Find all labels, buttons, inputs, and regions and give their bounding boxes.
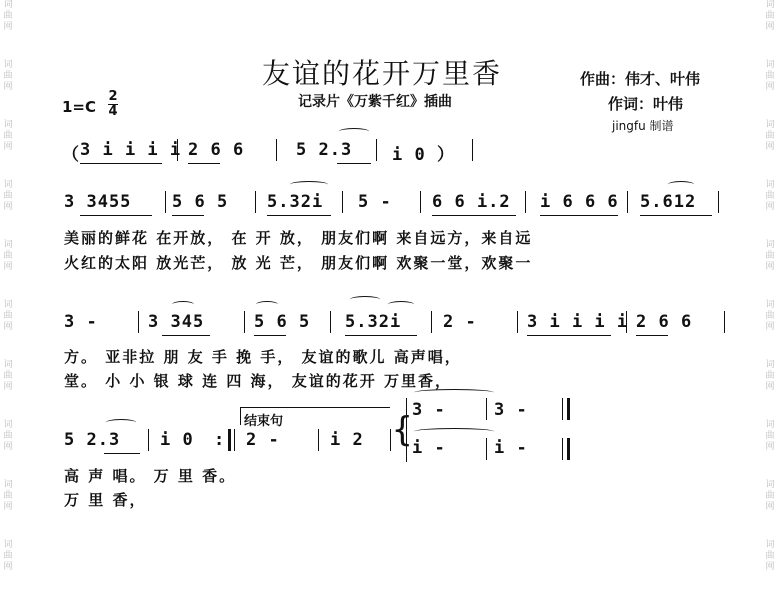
watermark-left-5: 词曲网 (3, 240, 13, 272)
watermark-left-9: 词曲网 (3, 480, 13, 512)
underline (527, 335, 611, 336)
barline (486, 438, 487, 460)
barline (431, 311, 432, 333)
measure-notes: i 2 (330, 430, 364, 450)
repeat-barline (228, 429, 231, 451)
measure-notes: i - (494, 438, 528, 458)
lyric-verse-2: 火红的太阳 放光芒， 放 光 芒， 朋友们啊 欢聚一堂，欢聚一 (64, 254, 533, 272)
measure-notes: 5 6 5 (254, 312, 311, 332)
watermark-right-8: 词曲网 (765, 420, 775, 452)
repeat-sign: : (214, 430, 226, 450)
measure-notes: 3 345 (148, 312, 205, 332)
measure-notes: i 6 6 6 (540, 192, 619, 212)
watermark-right-10: 词曲网 (765, 540, 775, 572)
ending-bracket (240, 407, 390, 408)
underline (162, 335, 210, 336)
measure-notes: 3 3455 (64, 192, 132, 212)
lyricist-credit: 作词：叶伟 (608, 95, 684, 113)
lyric-verse-1: 高 声 唱。 万 里 香。 (64, 467, 237, 485)
watermark-left-6: 词曲网 (3, 300, 13, 332)
measure-notes: 2 6 6 (188, 140, 245, 160)
lyric-verse-2: 万 里 香， (64, 491, 147, 509)
barline (234, 429, 235, 451)
slur (414, 389, 494, 396)
slur (388, 301, 414, 308)
measure-notes: 2 - (246, 430, 280, 450)
barline (342, 191, 343, 213)
barline (420, 191, 421, 213)
measure-notes: 5.32i (345, 312, 402, 332)
time-top: 2 (108, 89, 118, 104)
lyric-verse-2: 堂。 小 小 银 球 连 四 海， 友谊的花开 万里香， (64, 372, 453, 390)
underline (80, 215, 152, 216)
barline (517, 311, 518, 333)
barline (525, 191, 526, 213)
underline (337, 163, 371, 164)
measure-notes: i 0 (160, 430, 194, 450)
measure-notes: 3 i i i i (527, 312, 629, 332)
slur (256, 301, 278, 308)
watermark-left-7: 词曲网 (3, 360, 13, 392)
watermark-right-6: 词曲网 (765, 300, 775, 332)
barline (626, 311, 627, 333)
watermark-left-8: 词曲网 (3, 420, 13, 452)
watermark-left-4: 词曲网 (3, 180, 13, 212)
slur (668, 181, 694, 188)
underline (104, 453, 140, 454)
watermark-right-1: 词曲网 (765, 0, 775, 32)
final-barline-thick (567, 398, 570, 420)
watermark-right-7: 词曲网 (765, 360, 775, 392)
underline (80, 163, 162, 164)
underline (188, 163, 220, 164)
underline (540, 215, 618, 216)
watermark-left-1: 词曲网 (3, 0, 13, 32)
measure-notes: 3 i i i i (80, 140, 182, 160)
underline (345, 335, 417, 336)
barline (276, 139, 277, 161)
time-signature (106, 90, 120, 119)
final-barline (562, 438, 563, 460)
watermark-right-9: 词曲网 (765, 480, 775, 512)
underline (267, 215, 331, 216)
slur (350, 296, 380, 303)
barline (318, 429, 319, 451)
composer-credit: 作曲：伟才、叶伟 (580, 70, 701, 88)
underline (254, 335, 286, 336)
measure-notes: 5.32i (267, 192, 324, 212)
barline (390, 429, 391, 451)
slur (290, 181, 328, 188)
measure-notes: 5.612 (640, 192, 697, 212)
measure-notes: 3 - (494, 400, 528, 420)
watermark-left-10: 词曲网 (3, 540, 13, 572)
watermark-right-2: 词曲网 (765, 60, 775, 92)
watermark-right-3: 词曲网 (765, 120, 775, 152)
barline (472, 139, 473, 161)
measure-notes: 3 - (64, 312, 98, 332)
slur (414, 428, 494, 435)
watermark-left-3: 词曲网 (3, 120, 13, 152)
watermark-left-2: 词曲网 (3, 60, 13, 92)
song-title: 友谊的花开万里香 (262, 57, 503, 90)
barline (724, 311, 725, 333)
song-subtitle: 记录片《万紫千红》插曲 (298, 94, 452, 110)
watermark-right-4: 词曲网 (765, 180, 775, 212)
barline (406, 398, 407, 462)
measure-notes: 5 2.3 (64, 430, 121, 450)
time-bottom: 4 (108, 104, 118, 119)
measure-notes: i - (412, 438, 446, 458)
slur (106, 419, 136, 426)
measure-notes: 3 - (412, 400, 446, 420)
underline (640, 215, 712, 216)
barline (255, 191, 256, 213)
measure-notes: 5 6 5 (172, 192, 229, 212)
slur (339, 128, 369, 135)
ending-bracket-left (240, 407, 241, 425)
measure-notes: 2 - (443, 312, 477, 332)
barline (138, 311, 139, 333)
underline (432, 215, 516, 216)
lyric-verse-1: 美丽的鲜花 在开放， 在 开 放， 朋友们啊 来自远方，来自远 (64, 229, 533, 247)
barline (244, 311, 245, 333)
barline (177, 139, 178, 161)
measure-notes: 5 - (358, 192, 392, 212)
ending-label: 结束句 (244, 414, 284, 429)
underline (636, 335, 668, 336)
barline (376, 139, 377, 161)
key-signature: 1=C (62, 98, 97, 116)
watermark-right-5: 词曲网 (765, 240, 775, 272)
brace: { (392, 410, 414, 450)
barline (627, 191, 628, 213)
measure-notes: i 0 ） (392, 145, 455, 165)
barline (486, 398, 487, 420)
lyric-verse-1: 方。 亚非拉 朋 友 手 挽 手， 友谊的歌儿 高声唱， (64, 348, 462, 366)
measure-notes: 6 6 i.2 (432, 192, 511, 212)
barline (718, 191, 719, 213)
slur (172, 301, 194, 308)
measure-notes: 5 2.3 (296, 140, 353, 160)
final-barline (562, 398, 563, 420)
transcriber-credit: jingfu 制谱 (612, 119, 674, 133)
barline (330, 311, 331, 333)
measure-notes: 2 6 6 (636, 312, 693, 332)
barline (165, 191, 166, 213)
barline (148, 429, 149, 451)
underline (172, 215, 204, 216)
measure-notes: （ (62, 145, 80, 165)
final-barline-thick (567, 438, 570, 460)
